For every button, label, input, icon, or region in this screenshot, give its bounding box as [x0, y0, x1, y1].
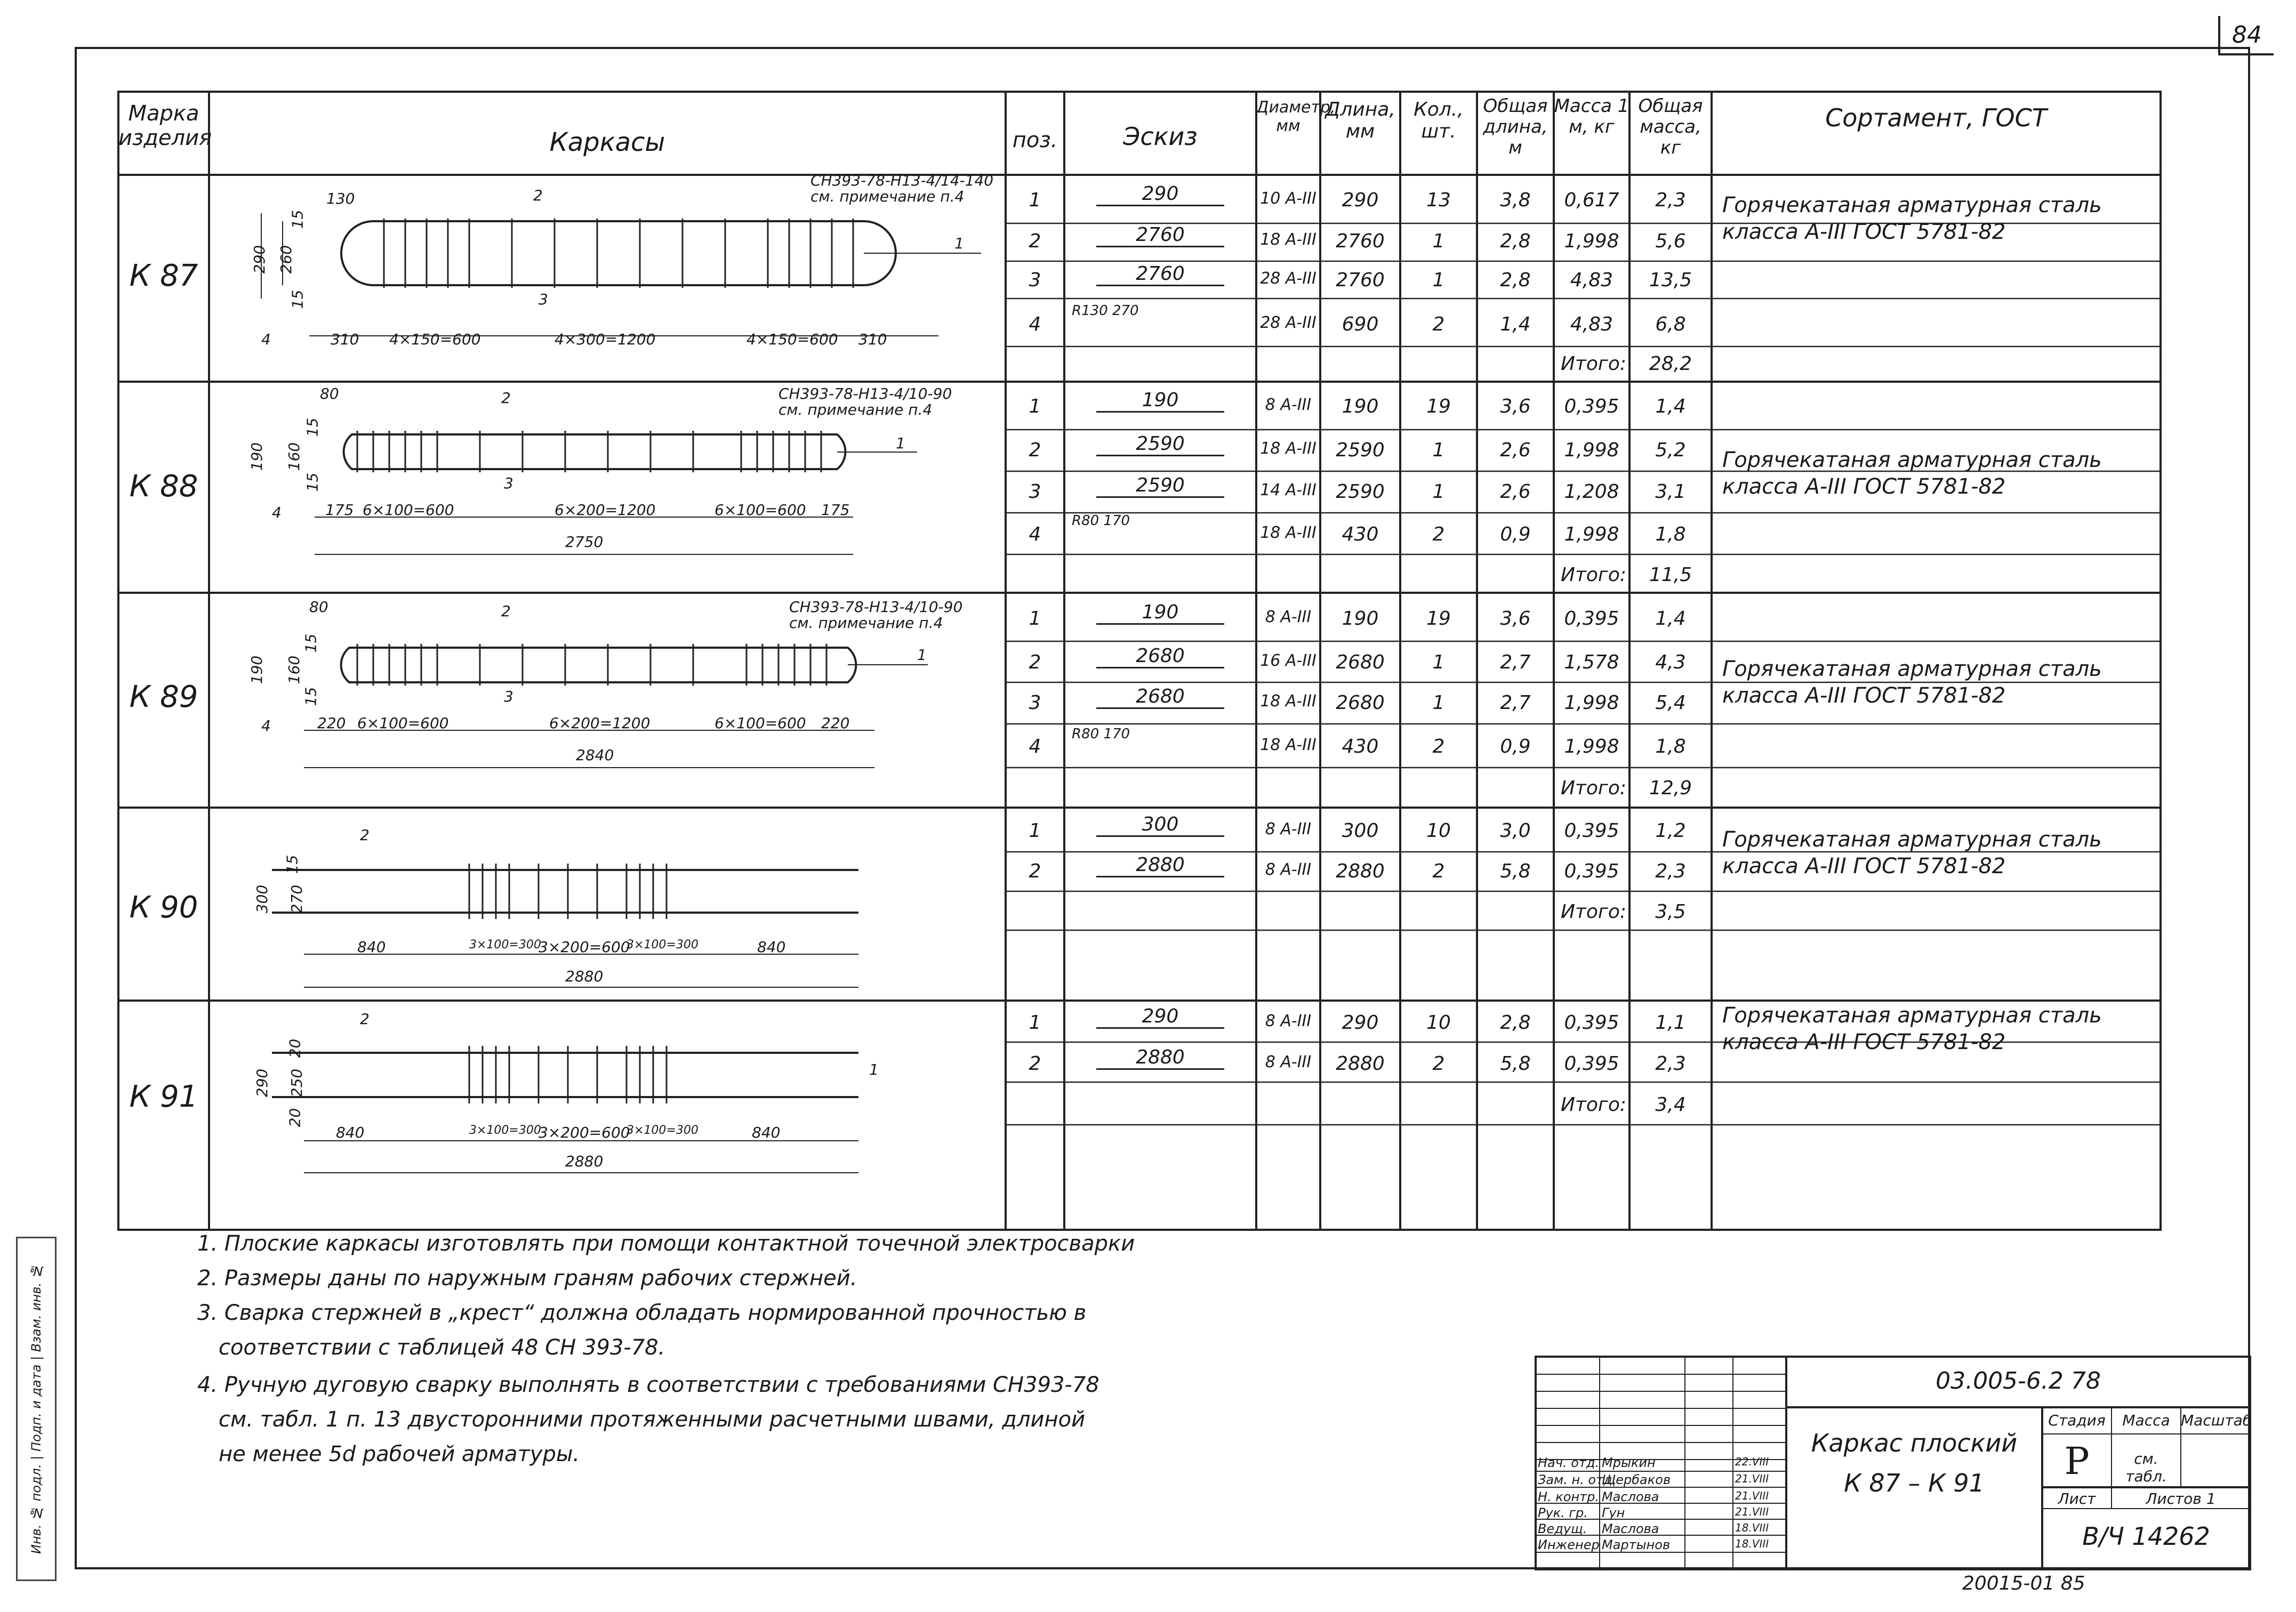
total-mass: 1,4 [1655, 608, 1686, 630]
pos: 2 [1029, 439, 1041, 461]
dim-hi: 160 [285, 655, 303, 684]
dim-t2: 15 [303, 472, 322, 492]
dim-total: 2840 [576, 746, 614, 764]
dim: 3×200=600 [539, 938, 630, 956]
diam: 18 А-III [1260, 523, 1316, 542]
total-mass: 6,8 [1655, 313, 1686, 335]
total-len: 5,8 [1500, 1053, 1531, 1075]
sign-date: 21.VIII [1735, 1505, 1769, 1518]
header-total-len: Общая длина, м [1483, 95, 1548, 159]
dim: 6×100=600 [715, 501, 806, 519]
dim-hi: 250 [288, 1068, 306, 1098]
k88-stirrups [357, 431, 821, 472]
total-mass: 1,2 [1655, 820, 1686, 842]
dim: 3×100=300 [627, 1124, 699, 1137]
diam: 8 А-III [1265, 1012, 1312, 1030]
mass-1m: 1,208 [1564, 481, 1619, 503]
dim: 840 [757, 938, 786, 956]
total-len: 2,7 [1500, 692, 1531, 714]
leader-2: 2 [501, 389, 511, 407]
sketch-label: 190 [1096, 601, 1224, 625]
diam: 14 А-III [1260, 481, 1316, 499]
stage-header: Стадия [2048, 1412, 2106, 1429]
product-mark-k87: К 87 [129, 259, 198, 293]
diam: 8 А-III [1265, 608, 1312, 626]
sign-date: 22.VIII [1735, 1455, 1769, 1468]
signer-name: Маслова [1602, 1521, 1659, 1536]
dim: 6×100=600 [363, 501, 454, 519]
dim: 3×100=300 [469, 1124, 541, 1137]
weld-annotation: СН393-78-Н13-4/14-140 [810, 172, 994, 189]
len: 430 [1342, 736, 1379, 757]
signer-name: Мрыкин [1602, 1455, 1656, 1470]
mass-1m: 4,83 [1570, 313, 1613, 335]
total-mass: 1,8 [1655, 523, 1686, 545]
sketch-label: 300 [1096, 813, 1224, 837]
diam: 28 А-III [1260, 313, 1316, 332]
header-pos: поз. [1012, 128, 1058, 152]
qty: 1 [1432, 651, 1445, 673]
pos: 1 [1029, 608, 1041, 630]
sketch-label: 2590 [1096, 474, 1224, 498]
qty: 1 [1432, 439, 1445, 461]
product-mark-k91: К 91 [129, 1079, 198, 1114]
total-len: 1,4 [1500, 313, 1531, 335]
total-label: Итого: [1561, 1094, 1626, 1116]
leader-2: 2 [501, 602, 511, 620]
total-len: 2,6 [1500, 439, 1531, 461]
header-qty: Кол., шт. [1414, 99, 1464, 143]
dim: 175 [325, 501, 354, 519]
len: 2760 [1336, 230, 1385, 252]
total-len: 5,8 [1500, 860, 1531, 882]
product-mark-k90: К 90 [129, 890, 198, 925]
mass-1m: 1,998 [1564, 230, 1619, 252]
product-mark-k88: К 88 [129, 469, 198, 504]
dim: 840 [752, 1124, 781, 1141]
leader-2: 2 [360, 826, 370, 844]
header-sortament: Сортамент, ГОСТ [1825, 103, 2047, 132]
leader-3: 3 [504, 688, 513, 705]
mass-1m: 0,395 [1564, 608, 1619, 630]
sheet-header: Лист [2058, 1490, 2096, 1508]
role: Рук. гр. [1538, 1505, 1588, 1520]
total-mass: 5,4 [1655, 692, 1686, 714]
leader-4: 4 [272, 504, 282, 521]
qty: 13 [1426, 189, 1451, 211]
sortament: Горячекатаная арматурная сталь класса А-III ГОСТ 5781-82 [1722, 193, 2102, 244]
total-len: 2,7 [1500, 651, 1531, 673]
dim-hi: 270 [288, 884, 306, 914]
role: Н. контр. [1538, 1489, 1600, 1504]
mass-1m: 1,998 [1564, 439, 1619, 461]
side-stamp: Инв. № подл. | Подп. и дата | Взам. инв. № [16, 1237, 57, 1581]
pos: 3 [1029, 692, 1041, 714]
dim: 6×100=600 [715, 714, 806, 732]
leader-1: 1 [896, 434, 905, 452]
note-line: соответствии с таблицей 48 СН 393-78. [219, 1335, 665, 1360]
sketch-label: 290 [1096, 183, 1224, 206]
header-total-mass: Общая масса, кг [1638, 95, 1703, 159]
total-mass: 1,1 [1655, 1012, 1686, 1034]
len: 2590 [1336, 439, 1385, 461]
sketch-label: 2760 [1096, 263, 1224, 286]
sortament: Горячекатаная арматурная сталь класса А-III ГОСТ 5781-82 [1722, 657, 2102, 708]
len: 290 [1342, 1012, 1379, 1034]
mass-1m: 0,395 [1564, 860, 1619, 882]
doc-subtitle: К 87 – К 91 [1844, 1469, 1985, 1497]
len: 2880 [1336, 860, 1385, 882]
leader-1: 1 [869, 1061, 879, 1078]
qty: 10 [1426, 820, 1451, 842]
sketch-label: R80 170 [1072, 513, 1130, 529]
sketch-label: 2880 [1096, 1046, 1224, 1070]
header-mass-1m: Масса 1 м, кг [1554, 95, 1629, 138]
qty: 2 [1432, 736, 1445, 757]
note-line: 3. Сварка стержней в „крест“ должна обладать нормированной прочностью в [197, 1301, 1087, 1325]
dim-d1: 80 [309, 598, 328, 616]
len: 190 [1342, 608, 1379, 630]
mass-1m: 0,395 [1564, 1012, 1619, 1034]
diam: 8 А-III [1265, 396, 1312, 414]
dim: 3×200=600 [539, 1124, 630, 1141]
k91-stirrups [469, 1046, 667, 1103]
header-frames: Каркасы [549, 127, 665, 157]
dim: 6×100=600 [357, 714, 449, 732]
leader-4: 4 [261, 717, 271, 735]
total-mass: 13,5 [1649, 269, 1692, 291]
diam: 28 А-III [1260, 269, 1316, 288]
mass-1m: 0,395 [1564, 820, 1619, 842]
mass-header: Масса [2122, 1412, 2170, 1429]
total-mass: 3,1 [1655, 481, 1686, 503]
note-line: см. табл. 1 п. 13 двусторонними протяженными расчетными швами, длиной [219, 1407, 1086, 1432]
sketch-label: 2590 [1096, 433, 1224, 456]
k90-stirrups [469, 864, 667, 919]
note-line: 4. Ручную дуговую сварку выполнять в соответствии с требованиями СН393-78 [197, 1373, 1099, 1397]
mass-1m: 1,998 [1564, 692, 1619, 714]
len: 2590 [1336, 481, 1385, 503]
dim: 220 [821, 714, 850, 732]
note-line: не менее 5d рабочей арматуры. [219, 1442, 580, 1466]
diam: 18 А-III [1260, 230, 1316, 249]
sign-date: 18.VIII [1735, 1521, 1769, 1534]
pos: 3 [1029, 269, 1041, 291]
len: 190 [1342, 396, 1379, 417]
qty: 2 [1432, 313, 1445, 335]
sortament: Горячекатаная арматурная сталь класса А-III ГОСТ 5781-82 [1722, 827, 2102, 878]
pos: 2 [1029, 230, 1041, 252]
len: 690 [1342, 313, 1379, 335]
sortament: Горячекатаная арматурная сталь класса А-III ГОСТ 5781-82 [1722, 1003, 2102, 1054]
total-len: 2,6 [1500, 481, 1531, 503]
len: 2680 [1336, 651, 1385, 673]
len: 290 [1342, 189, 1379, 211]
dim-total: 2880 [565, 968, 604, 985]
qty: 1 [1432, 269, 1445, 291]
dim-t1: 20 [286, 1038, 304, 1058]
dim: 310 [331, 331, 359, 348]
header-length: Длина, мм [1325, 99, 1395, 143]
total-len: 0,9 [1500, 736, 1531, 757]
mass-1m: 0,395 [1564, 1053, 1619, 1075]
total-label: Итого: [1561, 777, 1626, 799]
mass-value: см. табл. [2125, 1450, 2167, 1485]
sketch-label: 2680 [1096, 645, 1224, 668]
header-sketch: Эскиз [1123, 122, 1198, 151]
sign-date: 21.VIII [1735, 1489, 1769, 1502]
total-len: 3,6 [1500, 608, 1531, 630]
note-ref: см. примечание п.4 [778, 401, 933, 418]
pos: 1 [1029, 820, 1041, 842]
pos: 2 [1029, 1053, 1041, 1075]
role: Зам. н. отд. [1538, 1472, 1617, 1487]
dim: 310 [858, 331, 887, 348]
total-value: 28,2 [1649, 353, 1692, 375]
total-len: 2,8 [1500, 230, 1531, 252]
k89-stirrups [357, 644, 826, 686]
dim-t1: 15 [303, 417, 322, 437]
dim-h: 290 [253, 1068, 271, 1098]
note-line: 1. Плоские каркасы изготовлять при помощи контактной точечной электросварки [197, 1231, 1135, 1256]
note-ref: см. примечание п.4 [810, 188, 965, 205]
total-value: 3,5 [1655, 901, 1686, 923]
dim-h: 190 [248, 655, 266, 684]
doc-code: 03.005-6.2 78 [1936, 1367, 2101, 1395]
total-value: 3,4 [1655, 1094, 1686, 1116]
dim-d1: 80 [320, 385, 339, 402]
pos: 4 [1029, 313, 1041, 335]
qty: 19 [1426, 396, 1451, 417]
signer-name: Маслова [1602, 1489, 1659, 1504]
total-len: 2,8 [1500, 269, 1531, 291]
dim-h: 300 [253, 884, 271, 914]
pos: 4 [1029, 736, 1041, 757]
signer-name: Мартынов [1602, 1537, 1671, 1552]
signer-name: Щербаков [1602, 1472, 1671, 1487]
mass-1m: 4,83 [1570, 269, 1613, 291]
pos: 1 [1029, 189, 1041, 211]
total-label: Итого: [1561, 353, 1626, 375]
role: Ведущ. [1538, 1521, 1587, 1536]
mass-1m: 1,998 [1564, 523, 1619, 545]
dim-t2: 20 [286, 1108, 304, 1127]
leader-1: 1 [954, 235, 964, 252]
total-len: 3,6 [1500, 396, 1531, 417]
scale-header: Масштаб [2181, 1412, 2252, 1429]
pos: 1 [1029, 396, 1041, 417]
sketch-label: 2760 [1096, 224, 1224, 247]
sketch-label: 290 [1096, 1005, 1224, 1029]
dim: 3×100=300 [469, 938, 541, 952]
sortament: Горячекатаная арматурная сталь класса А-III ГОСТ 5781-82 [1722, 448, 2102, 499]
dim-t1: 15 [288, 209, 307, 229]
leader-3: 3 [539, 291, 548, 308]
dim: 840 [336, 1124, 365, 1141]
sketch-label: R130 270 [1072, 303, 1139, 319]
dim-h: 290 [251, 245, 269, 274]
total-label: Итого: [1561, 901, 1626, 923]
qty: 1 [1432, 692, 1445, 714]
sketch-label: 190 [1096, 389, 1224, 413]
leader-3: 3 [504, 474, 513, 492]
dim: 220 [317, 714, 346, 732]
product-mark-k89: К 89 [129, 680, 198, 714]
pos: 4 [1029, 523, 1041, 545]
dim: 840 [357, 938, 386, 956]
role: Инженер [1538, 1537, 1600, 1552]
total-mass: 5,6 [1655, 230, 1686, 252]
len: 300 [1342, 820, 1379, 842]
mass-1m: 1,578 [1564, 651, 1619, 673]
stage-value: Р [2064, 1439, 2090, 1483]
total-mass: 2,3 [1655, 189, 1686, 211]
organization: В/Ч 14262 [2082, 1522, 2210, 1551]
diam: 18 А-III [1260, 439, 1316, 458]
diam: 8 А-III [1265, 1053, 1312, 1071]
qty: 1 [1432, 481, 1445, 503]
qty: 2 [1432, 523, 1445, 545]
len: 2680 [1336, 692, 1385, 714]
leader-4: 4 [261, 331, 271, 348]
dim: 4×300=1200 [555, 331, 656, 348]
dim: 175 [821, 501, 850, 519]
dim-total: 2880 [565, 1152, 604, 1170]
diam: 8 А-III [1265, 860, 1312, 879]
total-len: 3,8 [1500, 189, 1531, 211]
dim-t2: 15 [302, 687, 320, 706]
qty: 10 [1426, 1012, 1451, 1034]
total-mass: 4,3 [1655, 651, 1686, 673]
weld-annotation: СН393-78-Н13-4/10-90 [789, 598, 963, 616]
diam: 10 А-III [1260, 189, 1316, 208]
header-diam: Диаметр, мм [1256, 98, 1336, 135]
dim: 6×200=1200 [555, 501, 656, 519]
note-line: 2. Размеры даны по наружным граням рабочих стержней. [197, 1266, 857, 1291]
total-mass: 5,2 [1655, 439, 1686, 461]
dim: 4×150=600 [746, 331, 838, 348]
dim-total: 2750 [565, 533, 604, 551]
page-number: 84 [2218, 16, 2274, 55]
sketch-label: 2680 [1096, 686, 1224, 709]
total-len: 0,9 [1500, 523, 1531, 545]
dim-hi: 160 [285, 442, 303, 471]
qty: 2 [1432, 860, 1445, 882]
signer-name: Гун [1602, 1505, 1625, 1520]
total-value: 12,9 [1649, 777, 1692, 799]
mass-1m: 1,998 [1564, 736, 1619, 757]
len: 430 [1342, 523, 1379, 545]
qty: 2 [1432, 1053, 1445, 1075]
len: 2880 [1336, 1053, 1385, 1075]
dim-h: 190 [248, 442, 266, 471]
sign-date: 18.VIII [1735, 1537, 1769, 1550]
dim-t2: 15 [288, 289, 307, 309]
dim: 6×200=1200 [549, 714, 651, 732]
header-mark: Марка изделия [118, 101, 212, 150]
diam: 16 А-III [1260, 651, 1316, 670]
len: 2760 [1336, 269, 1385, 291]
dim: 4×150=600 [389, 331, 481, 348]
dim: 3×100=300 [627, 938, 699, 952]
mass-1m: 0,395 [1564, 396, 1619, 417]
total-mass: 2,3 [1655, 1053, 1686, 1075]
doc-title: Каркас плоский [1811, 1429, 2018, 1457]
pos: 2 [1029, 860, 1041, 882]
sketch-label: 2880 [1096, 854, 1224, 877]
diam: 18 А-III [1260, 736, 1316, 754]
sketch-label: R80 170 [1072, 726, 1130, 742]
pos: 2 [1029, 651, 1041, 673]
qty: 19 [1426, 608, 1451, 630]
dim-t1: 15 [283, 855, 301, 874]
total-len: 3,0 [1500, 820, 1531, 842]
dim-t1: 15 [302, 633, 320, 653]
k87-stirrups [384, 219, 853, 288]
pos: 1 [1029, 1012, 1041, 1034]
total-value: 11,5 [1649, 564, 1692, 586]
leader-1: 1 [917, 646, 927, 664]
leader-2: 2 [533, 187, 543, 204]
sign-date: 21.VIII [1735, 1472, 1769, 1485]
leader-2: 2 [360, 1010, 370, 1028]
role: Нач. отд. [1538, 1455, 1600, 1470]
pos: 3 [1029, 481, 1041, 503]
dim-d1: 130 [326, 190, 355, 207]
total-len: 2,8 [1500, 1012, 1531, 1034]
total-mass: 1,4 [1655, 396, 1686, 417]
total-label: Итого: [1561, 564, 1626, 586]
sheets-header: Листов 1 [2146, 1490, 2216, 1508]
note-ref: см. примечание п.4 [789, 614, 943, 632]
qty: 1 [1432, 230, 1445, 252]
diam: 18 А-III [1260, 692, 1316, 711]
total-mass: 1,8 [1655, 736, 1686, 757]
total-mass: 2,3 [1655, 860, 1686, 882]
weld-annotation: СН393-78-Н13-4/10-90 [778, 385, 952, 402]
dim-hi: 260 [277, 245, 295, 274]
footer-code: 20015-01 85 [1962, 1573, 2085, 1594]
diam: 8 А-III [1265, 820, 1312, 839]
mass-1m: 0,617 [1564, 189, 1619, 211]
